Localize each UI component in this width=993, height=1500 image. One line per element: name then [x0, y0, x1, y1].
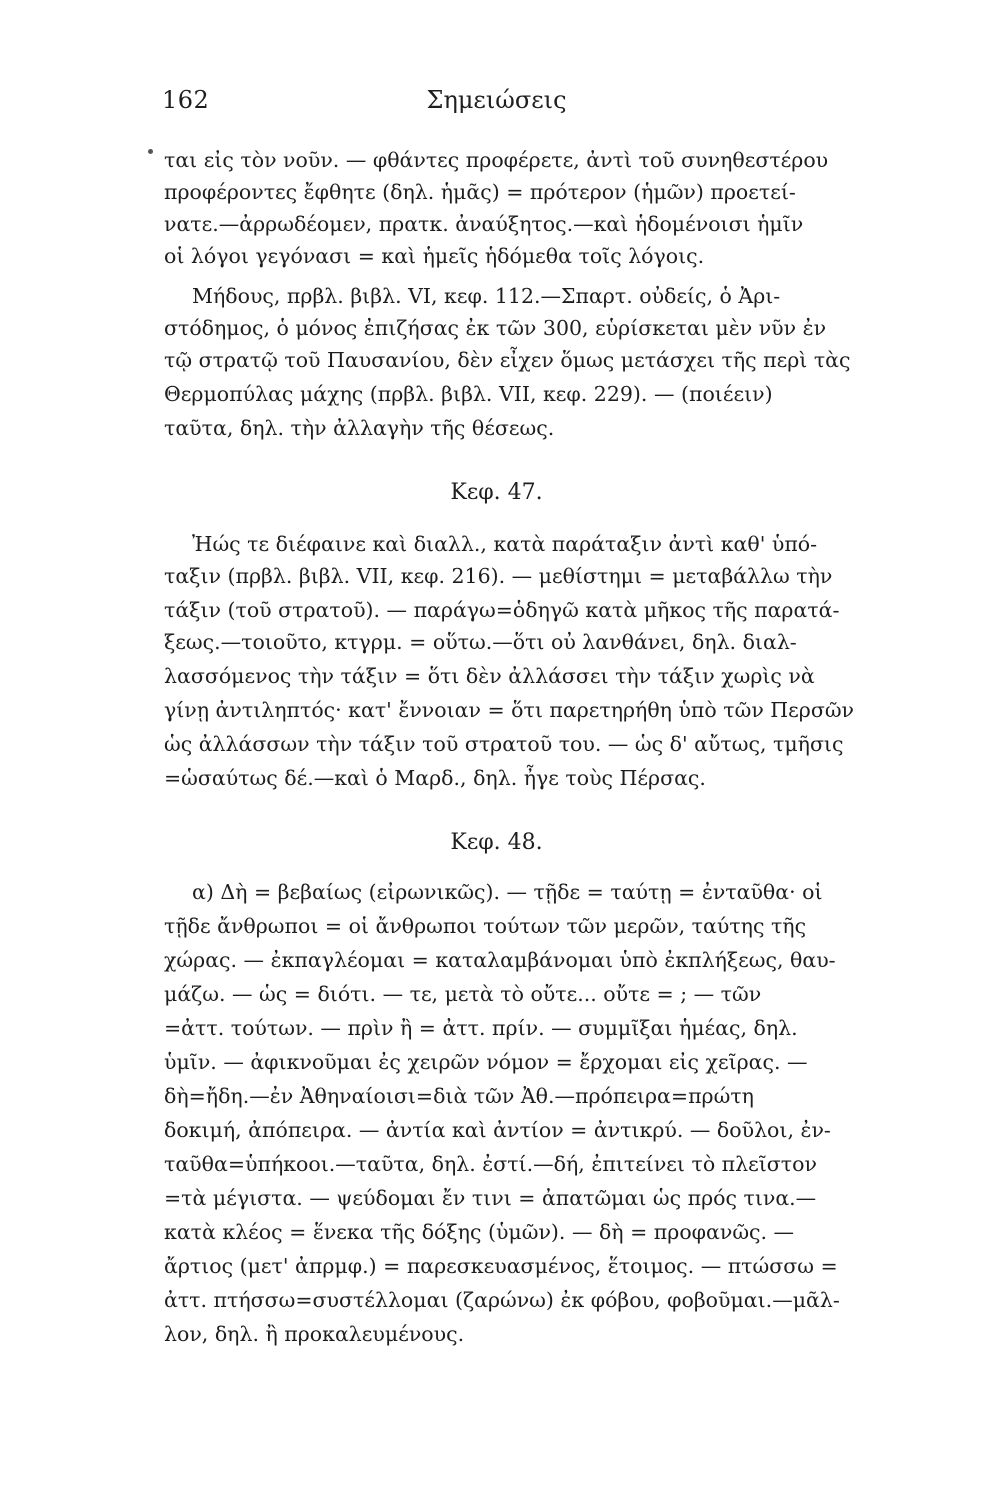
text-line: ξεως.—τοιοῦτο, κτγρμ. = οὕτω.—ὅτι οὐ λανθάνει, δηλ. διαλ-	[164, 630, 797, 654]
text-line: τῇδε ἄνθρωποι = οἱ ἄνθρωποι τούτων τῶν μερῶν, ταύτης τῆς	[164, 914, 807, 938]
text-line: δοκιμή, ἀπόπειρα. — ἀντία καὶ ἀντίον = ἀντικρύ. — δοῦλοι, ἐν-	[164, 1118, 831, 1142]
running-header: Σημειώσεις	[426, 86, 567, 114]
text-line: οἱ λόγοι γεγόνασι = καὶ ἡμεῖς ἡδόμεθα τοῖς λόγοις.	[164, 244, 705, 268]
chapter-heading-47: Κεφ. 47.	[450, 480, 543, 505]
text-line: ταξιν (πρβλ. βιβλ. VII, κεφ. 216). — μεθίστημι = μεταβάλλω τὴν	[164, 564, 833, 588]
text-line: λον, δηλ. ἢ προκαλευμένους.	[164, 1322, 465, 1346]
text-line: χώρας. — ἐκπαγλέομαι = καταλαμβάνομαι ὑπὸ ἐκπλήξεως, θαυ-	[164, 948, 836, 972]
text-line: τῷ στρατῷ τοῦ Παυσανίου, δὲν εἶχεν ὅμως μετάσχει τῆς περὶ τὰς	[164, 348, 851, 372]
text-line: ταῦτα, δηλ. τὴν ἀλλαγὴν τῆς θέσεως.	[164, 416, 555, 440]
text-line: Μήδους, πρβλ. βιβλ. VI, κεφ. 112.—Σπαρτ. οὐδείς, ὁ Ἀρι-	[192, 284, 781, 308]
text-line: μάζω. — ὡς = διότι. — τε, μετὰ τὸ οὔτε... οὔτε = ; — τῶν	[164, 982, 762, 1006]
text-line: ὑμῖν. — ἀφικνοῦμαι ἐς χειρῶν νόμον = ἔρχομαι εἰς χεῖρας. —	[164, 1050, 808, 1074]
text-line: ται εἰς τὸν νοῦν. — φθάντες προφέρετε, ἀντὶ τοῦ συνηθεστέρου	[164, 148, 829, 172]
text-line: τάξιν (τοῦ στρατοῦ). — παράγω=ὁδηγῶ κατὰ μῆκος τῆς παρατά-	[164, 598, 840, 622]
text-line: ὡς ἀλλάσσων τὴν τάξιν τοῦ στρατοῦ του. — ὡς δ' αὔτως, τμῆσις	[164, 732, 844, 756]
text-line: κατὰ κλέος = ἕνεκα τῆς δόξης (ὑμῶν). — δὴ = προφανῶς. —	[164, 1220, 795, 1244]
text-line: Ἠώς τε διέφαινε καὶ διαλλ., κατὰ παράταξιν ἀντὶ καθ' ὑπό-	[192, 532, 818, 556]
text-line: =ὡσαύτως δέ.—καὶ ὁ Μαρδ., δηλ. ἦγε τοὺς Πέρσας.	[164, 766, 706, 790]
text-line: ἄρτιος (μετ' ἀπρμφ.) = παρεσκευασμένος, ἕτοιμος. — πτώσσω =	[164, 1254, 838, 1278]
page-number: 162	[162, 86, 210, 114]
text-line: =τὰ μέγιστα. — ψεύδομαι ἔν τινι = ἀπατῶμαι ὡς πρός τινα.—	[164, 1186, 817, 1210]
text-line: Θερμοπύλας μάχης (πρβλ. βιβλ. VII, κεφ. 229). — (ποιέειν)	[164, 382, 773, 406]
text-line: λασσόμενος τὴν τάξιν = ὅτι δὲν ἀλλάσσει τὴν τάξιν χωρὶς νὰ	[164, 664, 815, 688]
chapter-heading-48: Κεφ. 48.	[450, 830, 543, 855]
margin-dot	[148, 149, 153, 154]
text-line: γίνῃ ἀντιληπτός· κατ' ἔννοιαν = ὅτι παρετηρήθη ὑπὸ τῶν Περσῶν	[164, 698, 855, 722]
text-line: α) Δὴ = βεβαίως (εἰρωνικῶς). — τῇδε = ταύτῃ = ἐνταῦθα· οἱ	[192, 880, 823, 904]
text-line: =ἀττ. τούτων. — πρὶν ἢ = ἀττ. πρίν. — συμμῖξαι ἡμέας, δηλ.	[164, 1016, 798, 1040]
text-line: νατε.—ἀρρωδέομεν, πρατκ. ἀναύξητος.—καὶ ἡδομένοισι ἡμῖν	[164, 212, 804, 236]
text-line: προφέροντες ἔφθητε (δηλ. ἡμᾶς) = πρότερον (ἡμῶν) προετεί-	[164, 180, 796, 204]
text-line: ταῦθα=ὑπήκοοι.—ταῦτα, δηλ. ἐστί.—δή, ἐπιτείνει τὸ πλεῖστον	[164, 1152, 817, 1176]
text-line: ἀττ. πτήσσω=συστέλλομαι (ζαρώνω) ἐκ φόβου, φοβοῦμαι.—μᾶλ-	[164, 1288, 840, 1312]
text-line: δὴ=ἤδη.—ἐν Ἀθηναίοισι=διὰ τῶν Ἀθ.—πρόπειρα=πρώτη	[164, 1084, 754, 1108]
text-line: στόδημος, ὁ μόνος ἐπιζήσας ἐκ τῶν 300, εὑρίσκεται μὲν νῦν ἐν	[164, 316, 827, 340]
